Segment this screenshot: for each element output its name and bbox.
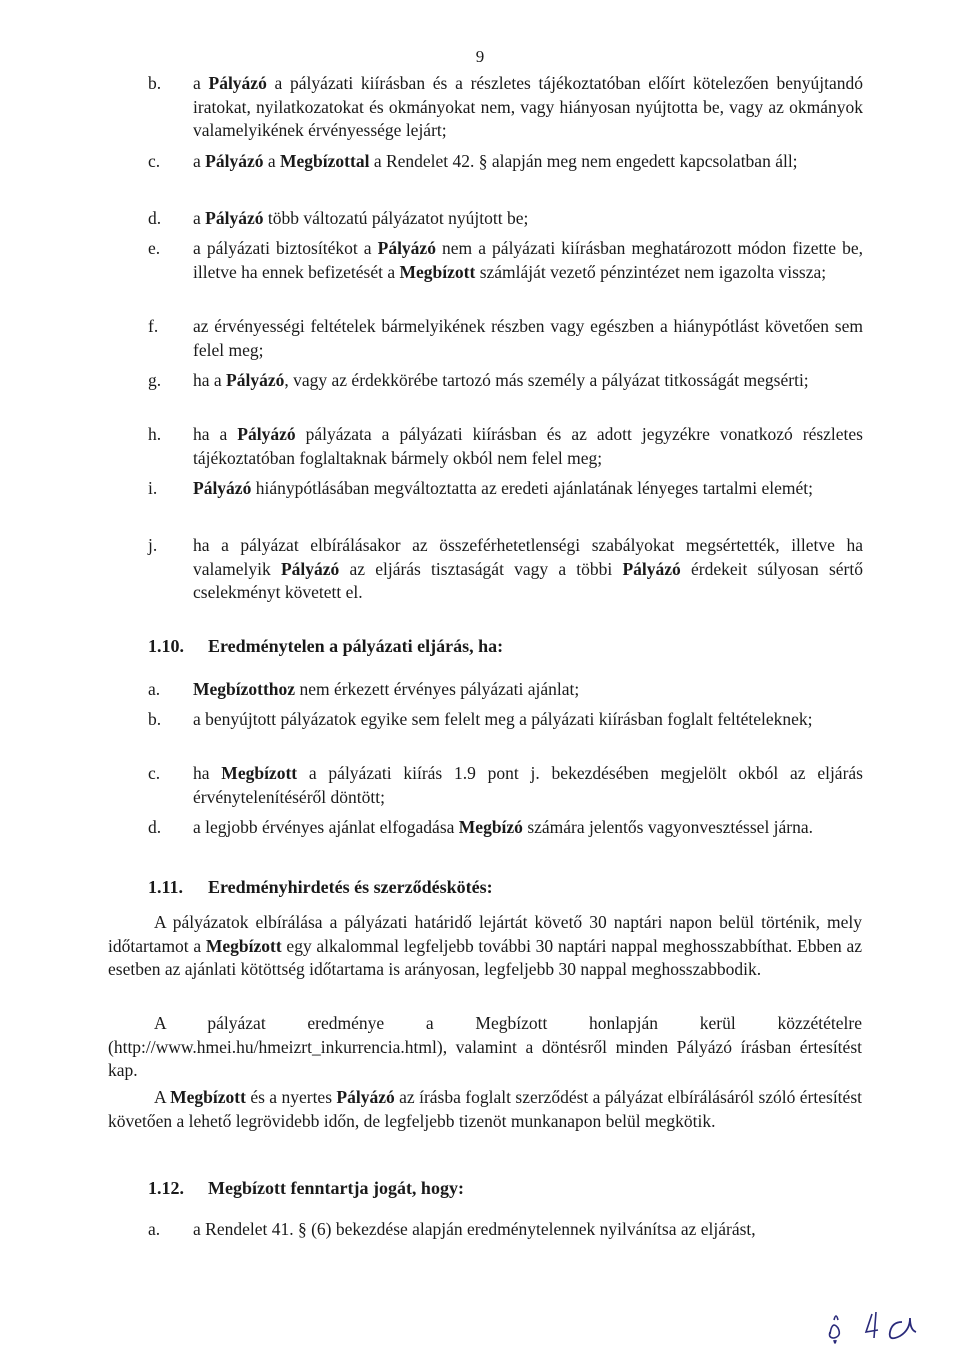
bold-term: Megbízotthoz [193, 679, 296, 699]
list-item [148, 150, 863, 174]
item-text [193, 534, 863, 605]
text-run: a Rendelet 42. § alapján meg nem engedett kapcsolatban áll; [369, 151, 798, 171]
item-text [108, 1087, 862, 1131]
page-number: 9 [475, 47, 485, 66]
paragraph [108, 911, 862, 982]
bold-term: Pályázó [280, 558, 340, 579]
text-run: több változatú pályázatot nyújtott be; [263, 208, 529, 228]
bold-term: Megbízott [221, 763, 298, 783]
list-item [148, 708, 863, 732]
section-number: 1.11. [148, 877, 184, 897]
bold-term: Pályázó [622, 558, 681, 579]
bold-term: Pályázó [237, 424, 296, 444]
item-text [193, 72, 863, 143]
item-text [193, 315, 863, 362]
item-text [193, 1218, 863, 1242]
text-run: ha [193, 763, 222, 783]
text-run: érdekeit súlyosan sértő cselekményt követett el. [193, 558, 863, 602]
item-text [193, 708, 863, 732]
text-run: a pályázati biztosítékot a [193, 238, 378, 258]
text-run: nem a pályázati kiírásban meghatározott módon fizette be, illetve ha ennek befizetését a [193, 238, 863, 282]
section-number: 1.12. [148, 1178, 184, 1198]
list-item [148, 762, 863, 809]
text-run: számláját vezető pénzintézet nem igazolta vissza; [475, 261, 827, 282]
section-title: Megbízott fenntartja jogát, hogy: [208, 1178, 464, 1198]
bold-term: Pályázó [193, 478, 252, 498]
text-run: ha a pályázat elbírálásakor az összeférhetetlenségi szabályokat megsértették, illetve ha valamelyik [193, 535, 863, 579]
text-run: és a nyertes [245, 1087, 337, 1107]
text-run: egy alkalommal legfeljebb további 30 naptári nappal meghosszabbíthat. Ebben az esetben az ajánlati kötöttség időtartama is arányosan, legfeljebb 30 nappal meghosszabbodik. [108, 935, 862, 979]
text-run: az írásba foglalt szerződést a pályázat elbírálásáról szóló értesítést követően a lehető legrövidebb időn, de legfeljebb tizenöt munkanapon belül megkötik. [108, 1087, 862, 1131]
text-run: a legjobb érvényes ajánlat elfogadása [193, 817, 459, 837]
list-marker: d. [148, 208, 162, 228]
list-item [148, 207, 863, 231]
list-marker: a. [148, 1219, 161, 1239]
bold-term: Pályázó [208, 73, 267, 93]
text-run: az érvényességi feltételek bármelyikének részben vagy egészben a hiánypótlást követően sem felel meg; [193, 316, 863, 360]
bold-term: Megbízottal [280, 151, 370, 171]
section-title: Eredménytelen a pályázati eljárás, ha: [208, 636, 504, 656]
text-run: az eljárás tisztaságát vagy a többi [339, 558, 623, 579]
list-item [148, 477, 863, 501]
handwritten-initials [820, 1300, 940, 1350]
section-title: Eredményhirdetés és szerződéskötés: [208, 877, 493, 897]
text-run: A pályázat eredménye a Megbízott honlapján kerül közzétételre (http://www.hmei.hu/hmeizrt_inkurrencia.html), valamint a döntésről minden Pályázó írásban értesítést kap. [108, 1013, 862, 1080]
bold-term: Megbízott [170, 1087, 246, 1107]
text-run: a [263, 151, 281, 171]
list-marker: c. [148, 763, 161, 783]
section-heading [148, 636, 503, 657]
item-text [108, 1013, 862, 1080]
paragraph [108, 1086, 862, 1133]
item-text [193, 423, 863, 470]
bold-term: Pályázó [205, 208, 264, 228]
section-heading [148, 877, 493, 898]
text-run: a pályázati kiírásban és a részletes tájékoztatóban előírt kötelezően benyújtandó iratokat, nyilatkozatokat és okmányokat nem, vagy hiányosan nyújtotta be, vagy az okmányok valamelyikének érvényessége lejárt; [193, 73, 863, 140]
list-marker: b. [148, 73, 162, 93]
item-text [193, 237, 863, 284]
text-run: a [193, 208, 206, 228]
bold-term: Pályázó [205, 151, 264, 171]
list-item [148, 816, 863, 840]
text-run: A pályázatok elbírálása a pályázati határidő lejártát követő 30 naptári napon belül történik, mely időtartamot a [108, 912, 862, 956]
text-run: a [193, 151, 206, 171]
text-run: ha a [193, 370, 227, 390]
bold-term: Pályázó [226, 370, 285, 390]
item-text [193, 207, 863, 231]
item-text [193, 678, 863, 702]
list-marker: g. [148, 370, 162, 390]
bold-term: Pályázó [377, 238, 436, 258]
paragraph [108, 1012, 862, 1083]
bold-term: Megbízó [458, 817, 523, 837]
item-text [193, 150, 863, 174]
section-number: 1.10. [148, 636, 184, 656]
list-item [148, 1218, 863, 1242]
list-item [148, 369, 863, 393]
text-run: a Rendelet 41. § (6) bekezdése alapján eredménytelennek nyilvánítsa az eljárást, [193, 1219, 756, 1239]
item-text [193, 762, 863, 809]
text-run: nem érkezett érvényes pályázati ajánlat; [295, 679, 580, 699]
text-run: a [193, 73, 209, 93]
bold-term: Pályázó [336, 1087, 395, 1107]
list-marker: j. [148, 535, 158, 555]
bold-term: Megbízott [205, 935, 282, 956]
list-marker: a. [148, 679, 161, 699]
text-run: a benyújtott pályázatok egyike sem felelt meg a pályázati kiírásban foglalt feltételeknek; [193, 709, 813, 729]
item-text [193, 477, 863, 501]
list-item [148, 237, 863, 284]
list-marker: e. [148, 238, 161, 258]
item-text [193, 369, 863, 393]
text-run: számára jelentős vagyonvesztéssel járna. [522, 817, 814, 837]
text-run: a pályázati kiírás 1.9 pont j. bekezdésében megjelölt okból az eljárás érvénytelenítéséről döntött; [193, 763, 863, 807]
item-text [108, 912, 862, 979]
list-item [148, 72, 863, 143]
text-run: A [154, 1087, 171, 1107]
list-marker: i. [148, 478, 158, 498]
list-item [148, 423, 863, 470]
list-marker: h. [148, 424, 162, 444]
list-marker: c. [148, 151, 161, 171]
list-marker: f. [148, 316, 159, 336]
list-marker: d. [148, 817, 162, 837]
text-run: , vagy az érdekkörébe tartozó más személy a pályázat titkosságát megsérti; [284, 370, 809, 390]
list-item [148, 534, 863, 605]
text-run: hiánypótlásában megváltoztatta az eredeti ajánlatának lényeges tartalmi elemét; [251, 478, 814, 498]
text-run: ha a [193, 424, 238, 444]
section-heading [148, 1178, 464, 1199]
list-item [148, 678, 863, 702]
bold-term: Megbízott [399, 261, 476, 282]
list-item [148, 315, 863, 362]
list-marker: b. [148, 709, 162, 729]
item-text [193, 816, 863, 840]
text-run: pályázata a pályázati kiírásban és az adott jegyzékre vonatkozó részletes tájékoztatóban foglaltaknak bármely okból nem felel meg; [193, 424, 863, 468]
